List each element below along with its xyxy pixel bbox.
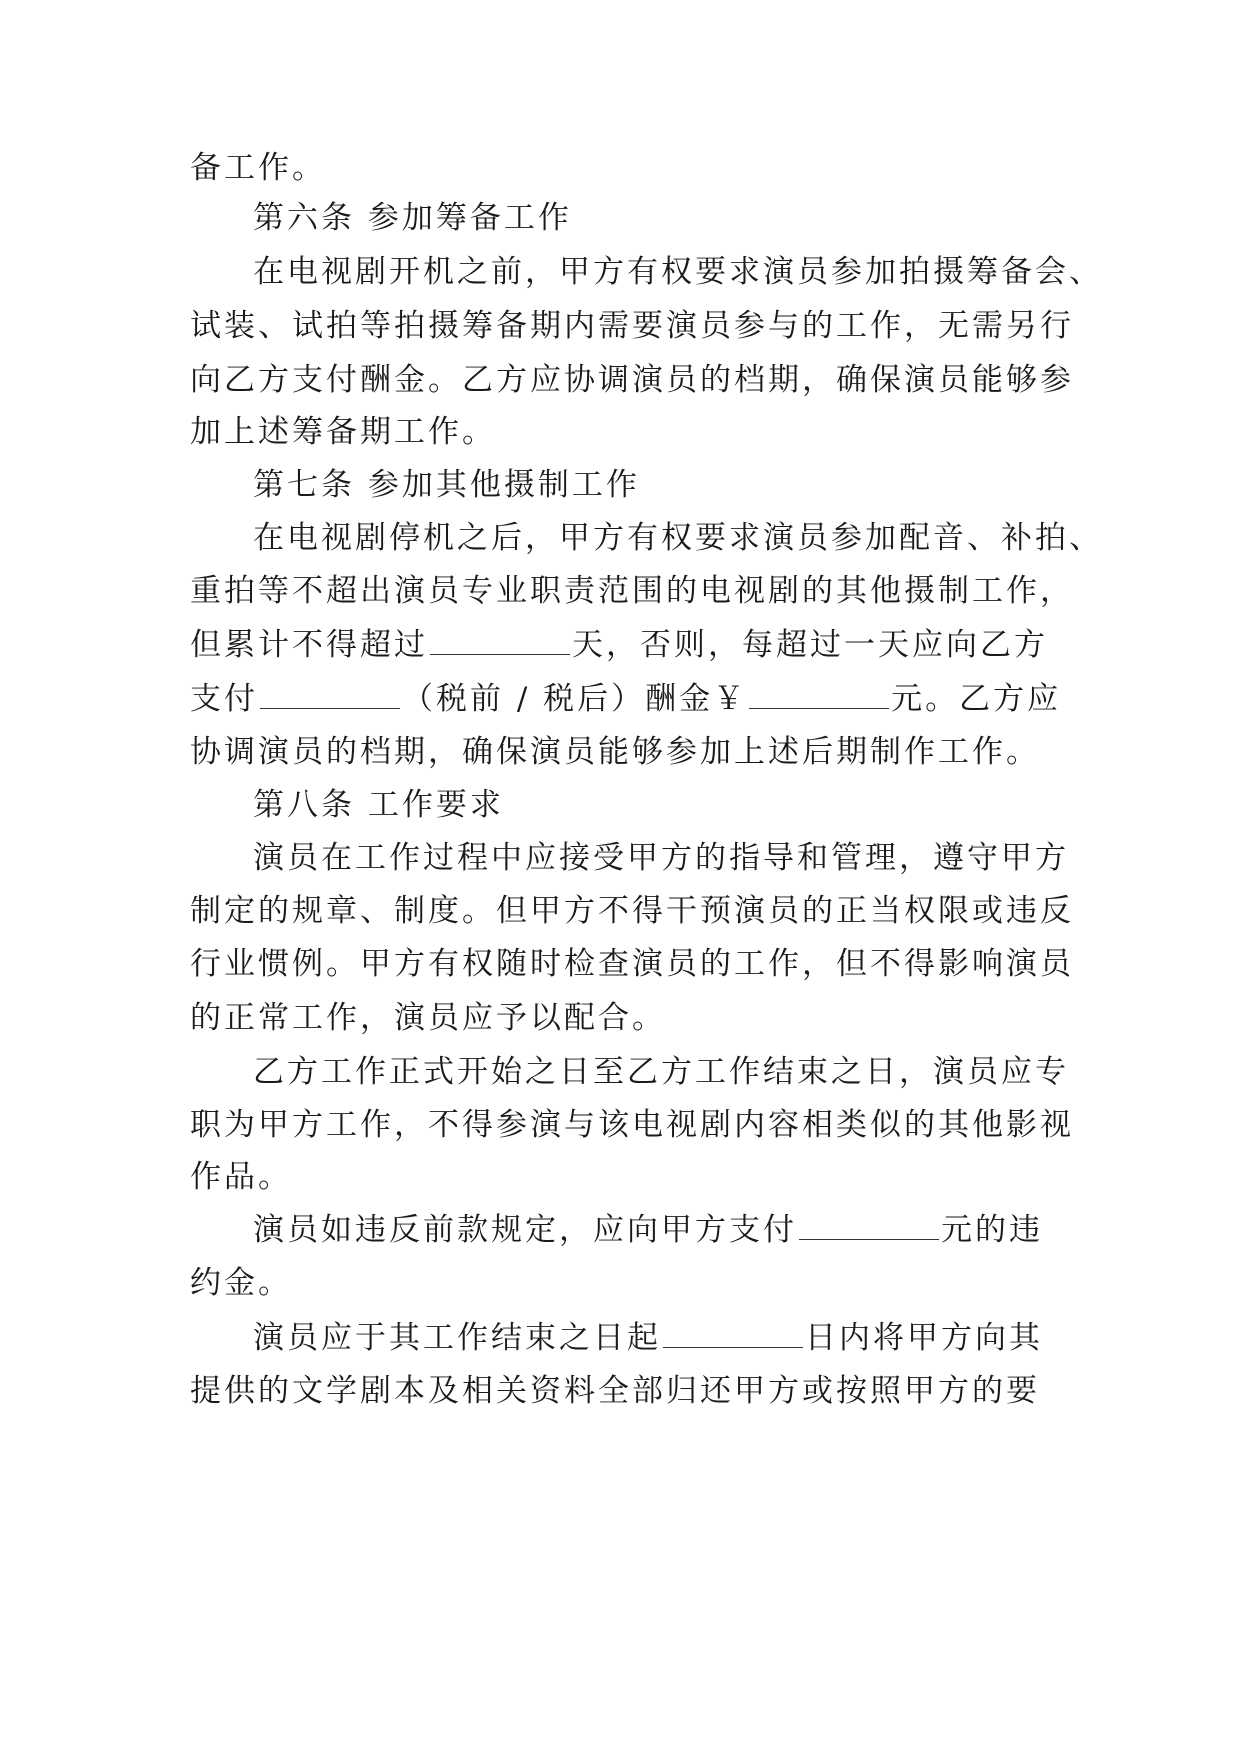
text-segment: 乙方工作正式开始之日至乙方工作结束之日，演员应专 (253, 1054, 1069, 1090)
text-segment: 行业惯例。甲方有权随时检查演员的工作，但不得影响演员 (190, 946, 1074, 982)
text-segment: 重拍等不超出演员专业职责范围的电视剧的其他摄制工作， (190, 573, 1074, 609)
text-line (190, 891, 1074, 931)
text-line (190, 1371, 1040, 1411)
text-line (190, 998, 666, 1038)
article-8-heading (253, 785, 504, 825)
text-line (190, 360, 1074, 400)
text-line (253, 518, 1103, 558)
text-line (190, 412, 496, 452)
text-segment: 演员应于其工作结束之日起 (253, 1320, 661, 1356)
text-line (253, 838, 1069, 878)
text-line (190, 732, 1040, 772)
text-line (190, 1105, 1074, 1145)
fill-blank[interactable] (430, 626, 570, 655)
text-segment: 天，否则，每超过一天应向乙方 (572, 627, 1048, 663)
text-line (190, 306, 1074, 346)
text-segment: 元的违 (941, 1212, 1043, 1248)
text-segment: 演员在工作过程中应接受甲方的指导和管理，遵守甲方 (253, 840, 1069, 876)
article-6-heading (253, 198, 572, 238)
text-line (253, 1318, 1043, 1358)
text-line (253, 252, 1103, 292)
fill-blank[interactable] (260, 680, 400, 709)
text-segment: 协调演员的档期，确保演员能够参加上述后期制作工作。 (190, 734, 1040, 770)
text-segment: 提供的文学剧本及相关资料全部归还甲方或按照甲方的要 (190, 1373, 1040, 1409)
text-segment: （税前 / 税后）酬金￥ (402, 681, 748, 717)
text-segment: 在电视剧停机之后，甲方有权要求演员参加配音、补拍、 (253, 520, 1103, 556)
text-segment: 加上述筹备期工作。 (190, 414, 496, 450)
text-line (190, 625, 1048, 665)
text-line (190, 679, 1061, 719)
text-segment: 在电视剧开机之前，甲方有权要求演员参加拍摄筹备会、 (253, 254, 1103, 290)
text-line (190, 944, 1074, 984)
text-segment: 作品。 (190, 1159, 292, 1195)
text-line (190, 571, 1074, 611)
fill-blank[interactable] (749, 680, 889, 709)
text-segment: 演员如违反前款规定，应向甲方支付 (253, 1212, 797, 1248)
text-segment: 第七条 参加其他摄制工作 (253, 467, 640, 503)
text-line (253, 1210, 1043, 1250)
text-segment: 第八条 工作要求 (253, 787, 504, 823)
article-7-heading (253, 465, 640, 505)
text-segment: 的正常工作，演员应予以配合。 (190, 1000, 666, 1036)
text-segment: 元。乙方应 (891, 681, 1062, 717)
text-segment: 试装、试拍等拍摄筹备期内需要演员参与的工作，无需另行 (190, 308, 1074, 344)
text-segment: 制定的规章、制度。但甲方不得干预演员的正当权限或违反 (190, 893, 1074, 929)
text-segment: 约金。 (190, 1265, 292, 1301)
text-segment: 日内将甲方向其 (805, 1320, 1043, 1356)
text-segment: 职为甲方工作，不得参演与该电视剧内容相类似的其他影视 (190, 1107, 1074, 1143)
text-segment: 支付 (190, 681, 258, 717)
text-line (190, 148, 326, 188)
text-segment: 但累计不得超过 (190, 627, 428, 663)
fill-blank[interactable] (663, 1319, 803, 1348)
text-line (190, 1263, 292, 1303)
text-segment: 向乙方支付酬金。乙方应协调演员的档期，确保演员能够参 (190, 362, 1074, 398)
text-line (253, 1052, 1069, 1092)
fill-blank[interactable] (799, 1211, 939, 1240)
text-line (190, 1157, 292, 1197)
text-segment: 备工作。 (190, 150, 326, 186)
text-segment: 第六条 参加筹备工作 (253, 200, 572, 236)
